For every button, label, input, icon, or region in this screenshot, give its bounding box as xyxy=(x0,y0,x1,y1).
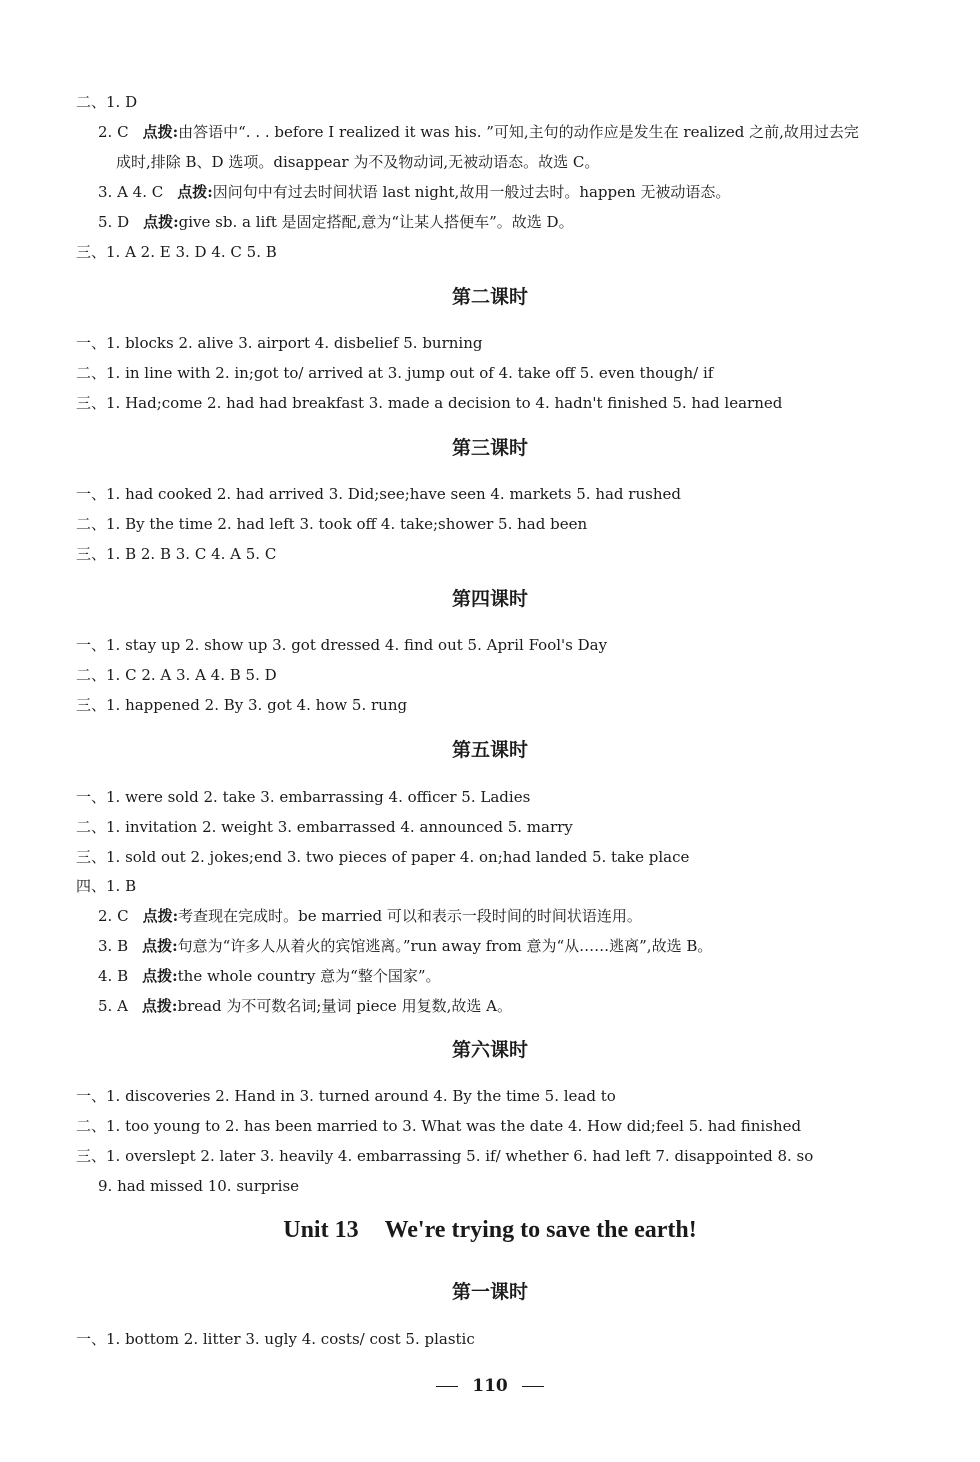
answer-line: 三、1. sold out 2. jokes;end 3. two pieces of paper 4. on;had landed 5. take place xyxy=(76,848,690,866)
page-number xyxy=(0,1375,980,1397)
answer-line: 三、1. happened 2. By 3. got 4. how 5. rung xyxy=(76,696,408,714)
answer-item: 2. C xyxy=(98,907,129,925)
answer-line-with-tip xyxy=(98,936,920,956)
section-title: 第二课时 xyxy=(451,286,528,308)
answer-line-with-tip xyxy=(98,212,920,232)
answer-item: 5. D xyxy=(98,213,130,231)
answer-line: 一、1. bottom 2. litter 3. ugly 4. costs/ cost 5. plastic xyxy=(76,1330,475,1348)
tip-label: 点拨: xyxy=(142,937,178,955)
tip-label: 点拨: xyxy=(143,213,179,231)
tip-label: 点拨: xyxy=(142,967,178,985)
tip-text: 考查现在完成时。be married 可以和表示一段时间的时间状语连用。 xyxy=(178,907,642,925)
page-number-value: 110 xyxy=(472,1376,508,1396)
answer-line: 三、1. Had;come 2. had had breakfast 3. made a decision to 4. hadn't finished 5. had learned xyxy=(76,394,783,412)
section-title: 第六课时 xyxy=(451,1039,528,1061)
answer-line: 二、1. too young to 2. has been married to 3. What was the date 4. How did;feel 5. had finished xyxy=(76,1117,802,1135)
answer-item: 5. A xyxy=(98,997,128,1015)
answer-line: 9. had missed 10. surprise xyxy=(98,1177,300,1195)
section-title: 第四课时 xyxy=(451,588,528,610)
answer-line-with-tip xyxy=(98,966,920,986)
tip-text: 句意为“许多人从着火的宾馆逃离。”run away from 意为“从……逃离”,故选 B。 xyxy=(177,937,713,955)
tip-label: 点拨: xyxy=(142,123,179,141)
answer-item: 3. A 4. C xyxy=(98,183,164,201)
tip-text: the whole country 意为“整个国家”。 xyxy=(177,967,441,985)
answer-line-with-tip xyxy=(98,996,920,1016)
answer-line: 三、1. A 2. E 3. D 4. C 5. B xyxy=(76,243,277,261)
section-title: 第一课时 xyxy=(451,1281,528,1303)
answer-line: 三、1. B 2. B 3. C 4. A 5. C xyxy=(76,545,277,563)
unit-title: We're trying to save the earth! xyxy=(384,1217,697,1243)
section-title: 第五课时 xyxy=(451,739,528,761)
answer-line: 一、1. had cooked 2. had arrived 3. Did;see;have seen 4. markets 5. had rushed xyxy=(76,485,681,503)
answer-line-with-tip xyxy=(98,906,920,926)
answer-item: 2. C xyxy=(98,123,129,141)
section-title: 第三课时 xyxy=(451,437,528,459)
answer-line: 二、1. D xyxy=(76,93,138,111)
answer-line: 二、1. C 2. A 3. A 4. B 5. D xyxy=(76,666,277,684)
tip-label: 点拨: xyxy=(141,997,178,1015)
answer-line: 四、1. B xyxy=(76,877,137,895)
tip-text: give sb. a lift 是固定搭配,意为“让某人搭便车”。故选 D。 xyxy=(178,213,574,231)
answer-line: 二、1. By the time 2. had left 3. took off 4. take;shower 5. had been xyxy=(76,515,588,533)
tip-label: 点拨: xyxy=(177,183,213,201)
tip-text-continued: 成时,排除 B、D 选项。disappear 为不及物动词,无被动语态。故选 C。 xyxy=(116,153,600,171)
divider xyxy=(436,1386,458,1387)
answer-line-with-tip xyxy=(98,122,920,142)
answer-line: 二、1. invitation 2. weight 3. embarrassed 4. announced 5. marry xyxy=(76,818,573,836)
divider xyxy=(522,1386,544,1387)
answer-line-with-tip xyxy=(98,182,920,202)
answer-line: 一、1. were sold 2. take 3. embarrassing 4. officer 5. Ladies xyxy=(76,788,531,806)
tip-text: 因问句中有过去时间状语 last night,故用一般过去时。happen 无被动语态。 xyxy=(212,183,731,201)
answer-item: 4. B xyxy=(98,967,129,985)
answer-line: 一、1. stay up 2. show up 3. got dressed 4. find out 5. April Fool's Day xyxy=(76,636,608,654)
unit-label: Unit 13 xyxy=(283,1217,359,1243)
tip-text: 由答语中“. . . before I realized it was his. ”可知,主句的动作应是发生在 realized 之前,故用过去完 xyxy=(178,123,859,141)
unit-heading xyxy=(0,1215,980,1245)
tip-label: 点拨: xyxy=(142,907,179,925)
tip-text: bread 为不可数名词;量词 piece 用复数,故选 A。 xyxy=(177,997,512,1015)
answer-line: 一、1. blocks 2. alive 3. airport 4. disbelief 5. burning xyxy=(76,334,483,352)
answer-item: 3. B xyxy=(98,937,129,955)
answer-line: 一、1. discoveries 2. Hand in 3. turned around 4. By the time 5. lead to xyxy=(76,1087,616,1105)
answer-line: 三、1. overslept 2. later 3. heavily 4. embarrassing 5. if/ whether 6. had left 7. disappointed 8. so xyxy=(76,1147,814,1165)
answer-line: 二、1. in line with 2. in;got to/ arrived at 3. jump out of 4. take off 5. even though/ if xyxy=(76,364,714,382)
